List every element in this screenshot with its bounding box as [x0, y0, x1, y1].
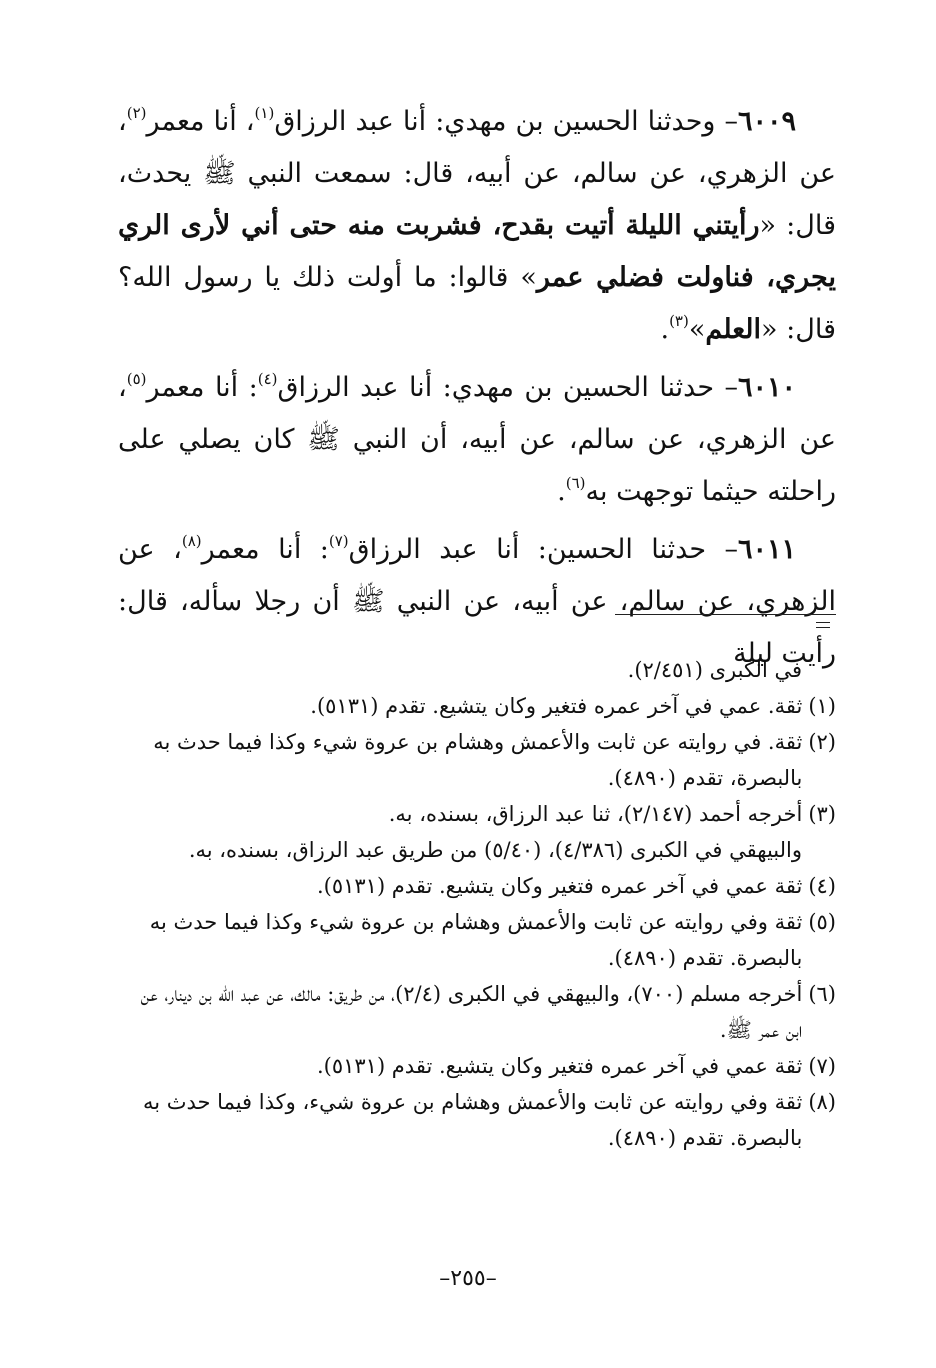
footnote-ref: (١) [254, 104, 275, 122]
footnote-text: ثقة. عمي في آخر عمره فتغير وكان يتشيع. تقدم (٥١٣١). [310, 694, 803, 718]
footnote-text: ثقة وفي روايته عن ثابت والأعمش وهشام بن عروة شيء وكذا فيما حدث به بالبصرة. تقدم (٤٨٩٠). [149, 910, 803, 970]
footnote-label: (٥) [808, 910, 836, 934]
hadith-segment: ، عن الزهري، عن سالم، عن أبيه، عن النبي ﷺ أن رجلا سأله، قال: رأيت ليلة [118, 534, 836, 669]
footnote-text: أخرجه أحمد (٢/١٤٧)، ثنا عبد الرزاق، بسنده، به. [388, 802, 803, 826]
footnote-label: (٢) [808, 730, 836, 754]
hadith-segment: – وحدثنا الحسين بن مهدي: أنا عبد الرزاق [274, 106, 738, 137]
footnote-text: ثقة عمي في آخر عمره فتغير وكان يتشيع. تقدم (٥١٣١). [316, 874, 803, 898]
hadith-number: ٦٠١١ [738, 534, 797, 565]
footnote [118, 904, 836, 976]
footnote-text: ثقة. في روايته عن ثابت والأعمش وهشام بن عروة شيء وكذا فيما حدث به بالبصرة، تقدم (٤٨٩٠). [153, 730, 803, 790]
footnote-ref: (٦) [565, 474, 586, 492]
hadith-segment: » قالوا: ما أولت ذلك يا رسول الله؟ قال: « [118, 262, 836, 345]
footnote [118, 976, 836, 1048]
hadith-segment: ، عن الزهري، عن سالم، عن أبيه، أن النبي ﷺ كان يصلي على راحلته حيثما توجهت به [118, 372, 836, 507]
footnote [118, 1084, 836, 1156]
footnote [118, 868, 836, 904]
footnote-label: (٣) [808, 802, 836, 826]
hadith-segment: » [688, 314, 706, 345]
footnote [118, 832, 836, 868]
footnote-ref: (٢) [126, 104, 147, 122]
footnote-ref: (٣) [669, 312, 689, 330]
footnote [118, 1048, 836, 1084]
hadith-number: ٦٠١٠ [737, 372, 796, 403]
footnote-ref: (٤) [257, 370, 278, 388]
hadith-matn: العلم [705, 314, 762, 345]
footnote [118, 652, 836, 688]
hadith-segment: . [660, 314, 670, 345]
footnote-label: (٤) [808, 874, 836, 898]
hadith-segment: ، عن الزهري، عن سالم، عن أبيه، قال: سمعت النبي ﷺ يحدث، قال: « [118, 106, 836, 241]
footnote-label: (٨) [808, 1090, 836, 1114]
hadith-6009 [118, 96, 836, 356]
footnote-ref: (٥) [126, 370, 147, 388]
hadith-segment: – حدثنا الحسين بن مهدي: أنا عبد الرزاق [277, 372, 738, 403]
hadith-matn: رأيتني الليلة أتيت بقدح، فشربت منه حتى أني لأرى الري يجري، فناولت فضلي عمر [118, 210, 836, 293]
continuation-mark [816, 622, 830, 628]
hadith-text [118, 96, 836, 686]
footnote-ref: (٨) [181, 532, 202, 550]
hadith-segment: : أنا معمر [146, 372, 258, 403]
footnote-label: (١) [808, 694, 836, 718]
hadith-segment: . [557, 476, 566, 507]
hadith-segment: : أنا معمر [201, 534, 329, 565]
footnote-text: ثقة وفي روايته عن ثابت والأعمش وهشام بن عروة شيء، وكذا فيما حدث به بالبصرة. تقدم (٤٨٩٠). [142, 1090, 803, 1150]
footnote-text: في الكبرى (٢/٤٥١). [627, 658, 802, 682]
hadith-segment: ، أنا معمر [146, 106, 255, 137]
footnote-separator [615, 614, 836, 615]
footnote [118, 688, 836, 724]
footnote-text: والبيهقي في الكبرى (٤/٣٨٦)، (٥/٤٠) من طريق عبد الرزاق، بسنده، به. [188, 838, 802, 862]
footnote [118, 796, 836, 832]
hadith-6010 [118, 362, 836, 518]
footnote-label: (٦) [808, 982, 836, 1006]
hadith-number: ٦٠٠٩ [737, 106, 796, 137]
footnote-ref: (٧) [328, 532, 349, 550]
hadith-segment: – حدثنا الحسين: أنا عبد الرزاق [348, 534, 738, 565]
footnote-label: (٧) [808, 1054, 836, 1078]
page-number: –٢٥٥– [439, 1266, 497, 1291]
footnote [118, 724, 836, 796]
footnotes [118, 652, 836, 1156]
footnote-text: أخرجه مسلم (٧٠٠)، والبيهقي في الكبرى (٢/٤)، من طريق: مالك، عن عبد الله بن دينار، عن ابن عمر ﷺ. [140, 982, 803, 1042]
footnote-text: ثقة عمي في آخر عمره فتغير وكان يتشيع. تقدم (٥١٣١). [316, 1054, 803, 1078]
